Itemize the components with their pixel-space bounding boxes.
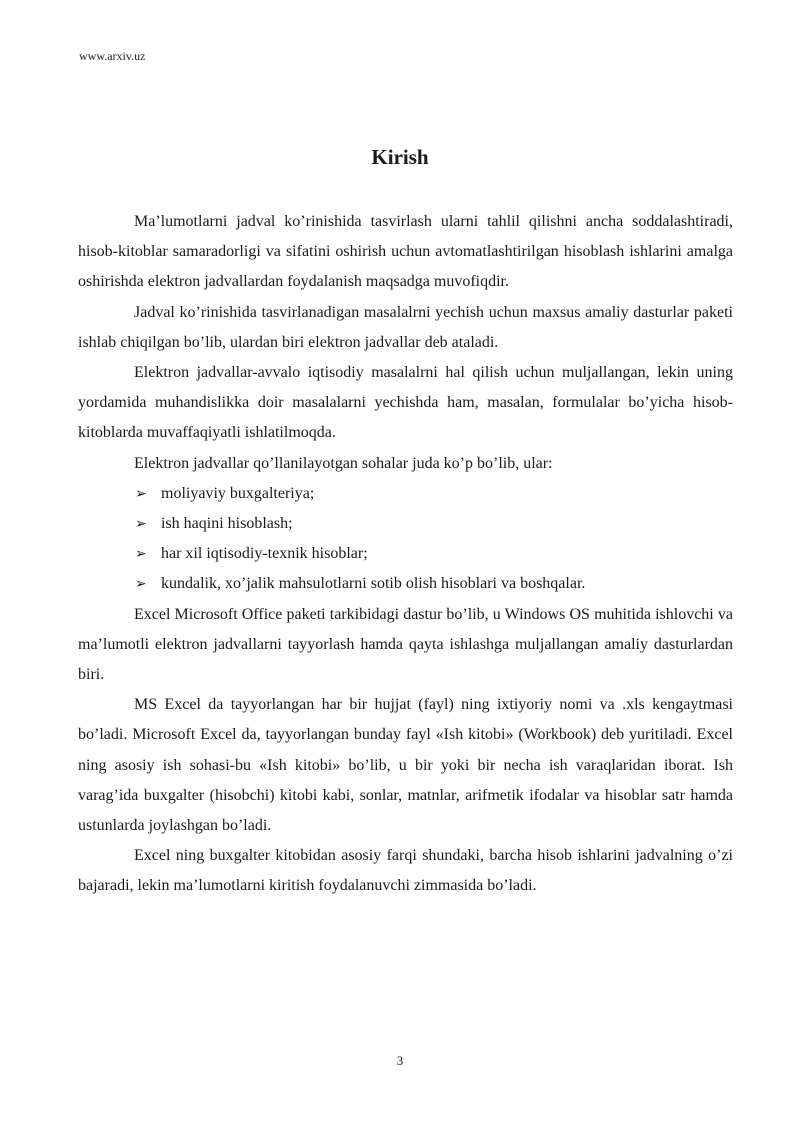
paragraph-farqi: Excel ning buxgalter kitobidan asosiy farqi shundaki, barcha hisob ishlarini jadvalning o’zi bajaradi, lekin ma’lumotlarni kiritish foydalanuvchi zimmasida bo’ladi. xyxy=(78,847,733,895)
page-title: Kirish xyxy=(371,145,429,169)
paragraph-sohalar: Elektron jadvallar qo’llanilayotgan sohalar juda ko’p bo’lib, ular: xyxy=(134,454,553,472)
page-number: 3 xyxy=(396,1053,404,1068)
header-url: www.arxiv.uz xyxy=(79,49,146,63)
arrow-bullet-icon: ➢ xyxy=(135,516,147,533)
arrow-bullet-icon: ➢ xyxy=(135,546,147,563)
list-item xyxy=(78,479,733,509)
list-item xyxy=(78,509,733,539)
list-item-text: kundalik, xo’jalik mahsulotlarni sotib olish hisoblari va boshqalar. xyxy=(161,575,586,593)
list-item-text: ish haqini hisoblash; xyxy=(161,515,293,533)
paragraph-intro: Ma’lumotlarni jadval ko’rinishida tasvirlash ularni tahlil qilishni ancha soddalashtiradi, hisob-kitoblar samaradorligi va sifatini oshirish uchun avtomatlashtirilgan hisoblash ishlarini amalga oshirishda elektron jadvallardan foydalanish maqsadga muvofiqdir. xyxy=(78,213,733,291)
paragraph-ms-excel: MS Excel da tayyorlangan har bir hujjat (fayl) ning ixtiyoriy nomi va .xls kengaytmasi bo’ladi. Microsoft Excel da, tayyorlangan bunday fayl «Ish kitobi» (Workbook) deb yuritiladi. Excel ning asosiy ish sohasi-bu «Ish kitobi» bo’lib, u bir yoki bir necha ish varaqlaridan iborat. Ish varag’ida buxgalter (hisobchi) kitobi kabi, sonlar, matnlar, arifmetik ifodalar va hisoblar satr hamda ustunlarda joylashgan bo’ladi. xyxy=(78,696,733,835)
list-item xyxy=(78,539,733,569)
list-item-text: har xil iqtisodiy-texnik hisoblar; xyxy=(161,545,368,563)
paragraph-elektron: Elektron jadvallar-avvalo iqtisodiy masalalrni hal qilish uchun muljallangan, lekin uning yordamida muhandislikka doir masalalarni yechishda ham, masalan, formulalar bo’yicha hisob-kitoblarda muvaffaqiyatli ishlatilmoqda. xyxy=(78,364,733,442)
paragraph-excel: Excel Microsoft Office paketi tarkibidagi dastur bo’lib, u Windows OS muhitida ishlovchi va ma’lumotli elektron jadvallarni tayyorlash hamda qayta ishlashga muljallangan amaliy dasturlardan biri. xyxy=(78,605,733,684)
arrow-bullet-icon: ➢ xyxy=(135,576,147,593)
list-item-text: moliyaviy buxgalteriya; xyxy=(161,484,315,502)
body-text xyxy=(78,207,733,902)
paragraph-jadval: Jadval ko’rinishida tasvirlanadigan masalalrni yechish uchun maxsus amaliy dasturlar paketi ishlab chiqilgan bo’lib, ulardan biri elektron jadvallar deb ataladi. xyxy=(78,303,733,351)
arrow-bullet-icon: ➢ xyxy=(135,485,147,502)
bullet-list xyxy=(78,479,733,600)
list-item xyxy=(78,569,733,599)
